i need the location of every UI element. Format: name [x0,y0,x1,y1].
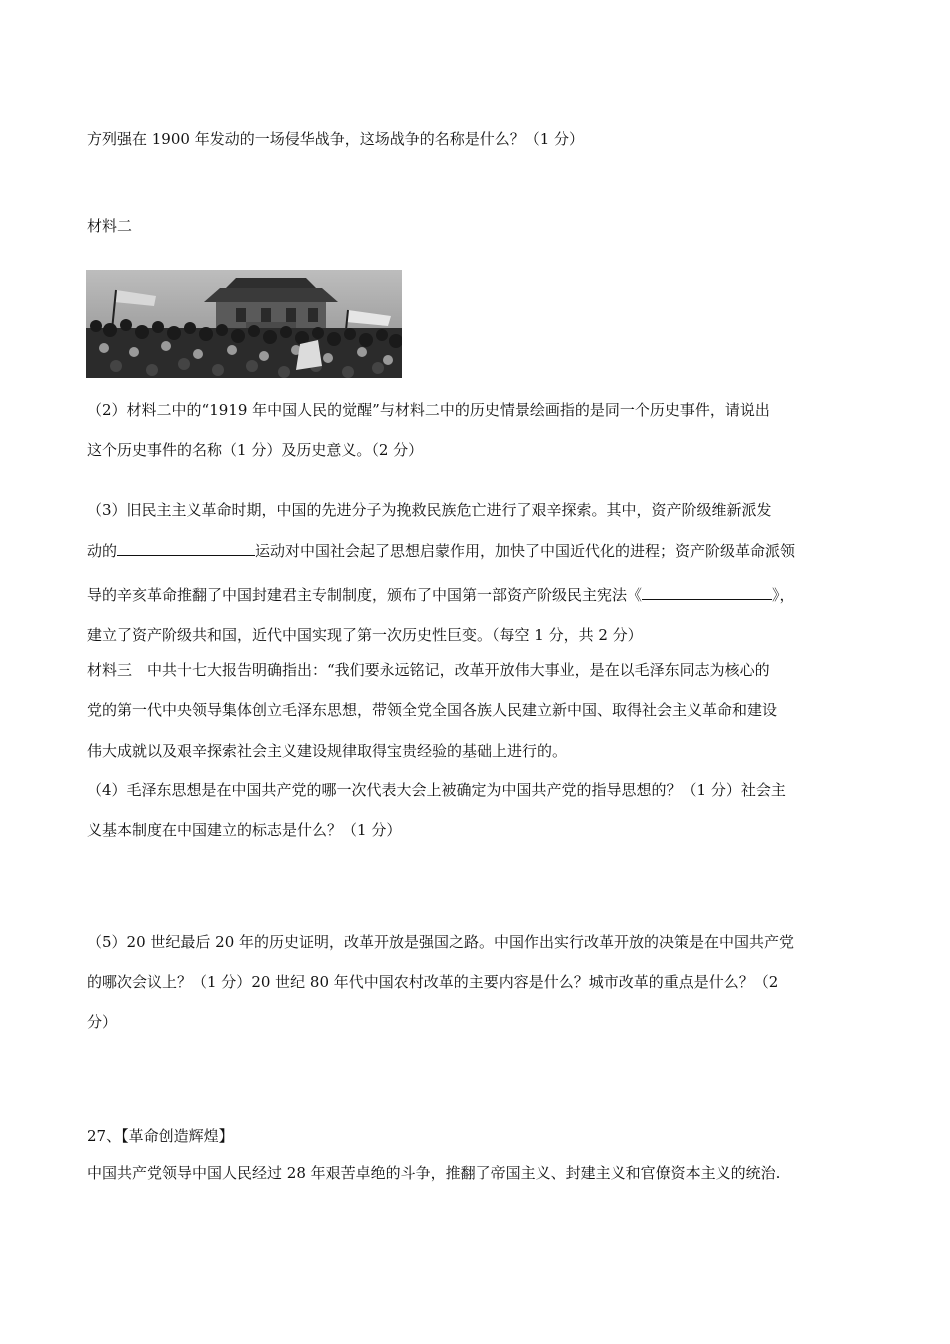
material-2-heading: 材料二 [87,217,133,235]
question-27-line-1: 中国共产党领导中国人民经过 28 年艰苦卓绝的斗争，推翻了帝国主义、封建主义和官僚资本主义的统治. [87,1164,781,1182]
question-5-line-2: 的哪次会议上？（1 分）20 世纪 80 年代中国农村改革的主要内容是什么？城市改革的重点是什么？（2 [87,973,779,991]
answer-blank-constitution[interactable] [642,584,772,600]
question-3-line-4: 建立了资产阶级共和国，近代中国实现了第一次历史性巨变。（每空 1 分，共 2 分） [87,626,643,644]
material-3-line-1: 材料三 中共十七大报告明确指出：“我们要永远铭记，改革开放伟大事业，是在以毛泽东同志为核心的 [87,661,770,679]
question-3-line-2 [87,540,795,561]
material-3-line-2: 党的第一代中央领导集体创立毛泽东思想，带领全党全国各族人民建立新中国、取得社会主义革命和建设 [87,701,778,719]
question-1-tail: 方列强在 1900 年发动的一场侵华战争，这场战争的名称是什么？（1 分） [87,130,585,148]
answer-blank-reform-movement[interactable] [117,540,255,556]
question-4-line-2: 义基本制度在中国建立的标志是什么？（1 分） [87,821,402,839]
question-5-line-1: （5）20 世纪最后 20 年的历史证明，改革开放是强国之路。中国作出实行改革开放的决策是在中国共产党 [87,933,795,951]
question-3-line-3-prefix: 导的辛亥革命推翻了中国封建君主专制制度，颁布了中国第一部资产阶级民主宪法《 [87,586,643,604]
historical-painting-image [86,270,402,378]
material-3-line-3: 伟大成就以及艰辛探索社会主义建设规律取得宝贵经验的基础上进行的。 [87,742,568,760]
question-4-line-1: （4）毛泽东思想是在中国共产党的哪一次代表大会上被确定为中国共产党的指导思想的？（1 分）社会主 [87,781,786,799]
question-3-line-1: （3）旧民主主义革命时期，中国的先进分子为挽救民族危亡进行了艰辛探索。其中，资产阶级维新派发 [87,501,772,519]
question-2-line-1: （2）材料二中的“1919 年中国人民的觉醒”与材料二中的历史情景绘画指的是同一个历史事件，请说出 [87,401,770,419]
painting-illustration [86,270,402,378]
question-3-line-2-suffix: 运动对中国社会起了思想启蒙作用，加快了中国近代化的进程；资产阶级革命派领 [255,542,796,560]
question-3-line-2-prefix: 动的 [87,542,118,560]
question-27-heading: 27、【革命创造辉煌】 [87,1127,234,1145]
question-2-line-2: 这个历史事件的名称（1 分）及历史意义。（2 分） [87,441,424,459]
question-3-line-3-suffix: 》， [772,586,795,604]
question-5-line-3: 分） [87,1013,118,1031]
question-3-line-3 [87,584,795,605]
